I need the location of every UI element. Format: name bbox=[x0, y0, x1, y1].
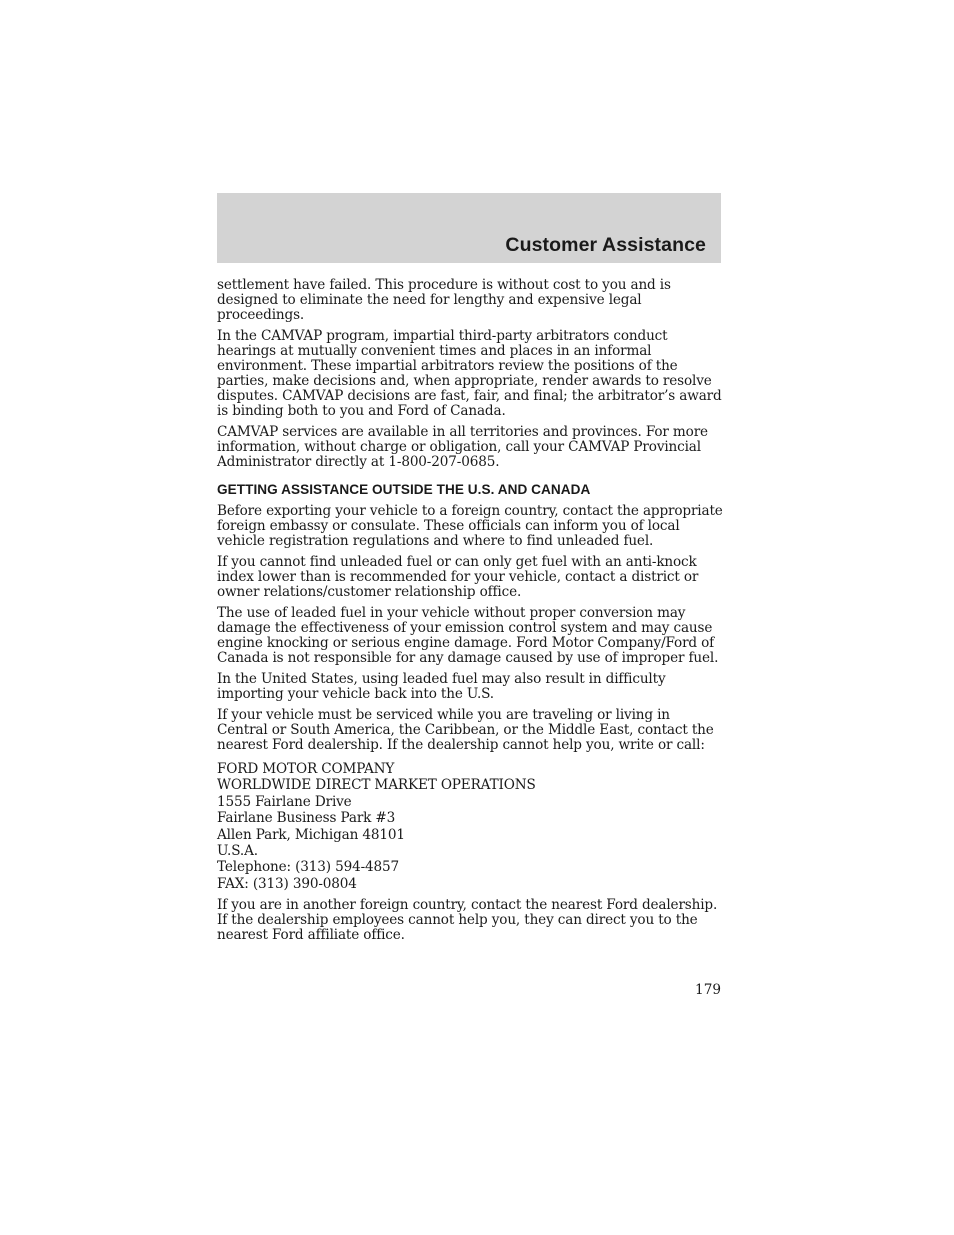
section-heading: GETTING ASSISTANCE OUTSIDE THE U.S. AND CANADA bbox=[217, 482, 591, 497]
address-fax: FAX: (313) 390-0804 bbox=[217, 875, 357, 892]
paragraph-servicing: If your vehicle must be serviced while you are traveling or living in Central or South America, the Caribbean, or the Middle East, contact the nearest Ford dealership. If the dealership cannot help you, write or call: bbox=[217, 707, 714, 753]
paragraph-unleaded-fuel: If you cannot find unleaded fuel or can only get fuel with an anti-knock index lower than is recommended for your vehicle, contact a district or owner relations/customer relationship office. bbox=[217, 554, 699, 600]
header-band bbox=[217, 193, 721, 263]
paragraph-united-states: In the United States, using leaded fuel may also result in difficulty importing your vehicle back into the U.S. bbox=[217, 671, 666, 702]
address-block bbox=[217, 761, 723, 892]
paragraph-exporting: Before exporting your vehicle to a foreign country, contact the appropriate foreign embassy or consulate. These officials can inform you of local vehicle registration regulations and where to find unleaded fuel. bbox=[217, 503, 723, 549]
address-line: Fairlane Business Park #3 bbox=[217, 810, 396, 827]
address-line: FORD MOTOR COMPANY bbox=[217, 761, 395, 777]
paragraph-settlement: settlement have failed. This procedure is without cost to you and is designed to eliminate the need for lengthy and expensive legal proceedings. bbox=[217, 277, 671, 323]
address-line: 1555 Fairlane Drive bbox=[217, 793, 352, 810]
page-number: 179 bbox=[695, 982, 721, 998]
page-title: Customer Assistance bbox=[505, 234, 706, 256]
address-line: WORLDWIDE DIRECT MARKET OPERATIONS bbox=[217, 777, 536, 794]
main-content bbox=[217, 278, 723, 949]
address-line: Allen Park, Michigan 48101 bbox=[217, 826, 405, 843]
address-telephone: Telephone: (313) 594-4857 bbox=[217, 859, 400, 876]
address-line: U.S.A. bbox=[217, 843, 258, 860]
paragraph-camvap-services: CAMVAP services are available in all territories and provinces. For more information, without charge or obligation, call your CAMVAP Provincial Administrator directly at 1-800-207-0685. bbox=[217, 424, 708, 470]
paragraph-leaded-fuel: The use of leaded fuel in your vehicle without proper conversion may damage the effectiveness of your emission control system and may cause engine knocking or serious engine damage. Ford Motor Company/Ford of Canada is not responsible for any damage caused by use of improper fuel. bbox=[217, 605, 719, 666]
paragraph-other-country: If you are in another foreign country, contact the nearest Ford dealership. If the dealership employees cannot help you, they can direct you to the nearest Ford affiliate office. bbox=[217, 897, 718, 944]
paragraph-camvap-program: In the CAMVAP program, impartial third-party arbitrators conduct hearings at mutually convenient times and places in an informal environment. These impartial arbitrators review the positions of the parties, make decisions and, when appropriate, render awards to resolve disputes. CAMVAP decisions are fast, fair, and final; the arbitrator’s award is binding both to you and Ford of Canada. bbox=[217, 328, 722, 419]
